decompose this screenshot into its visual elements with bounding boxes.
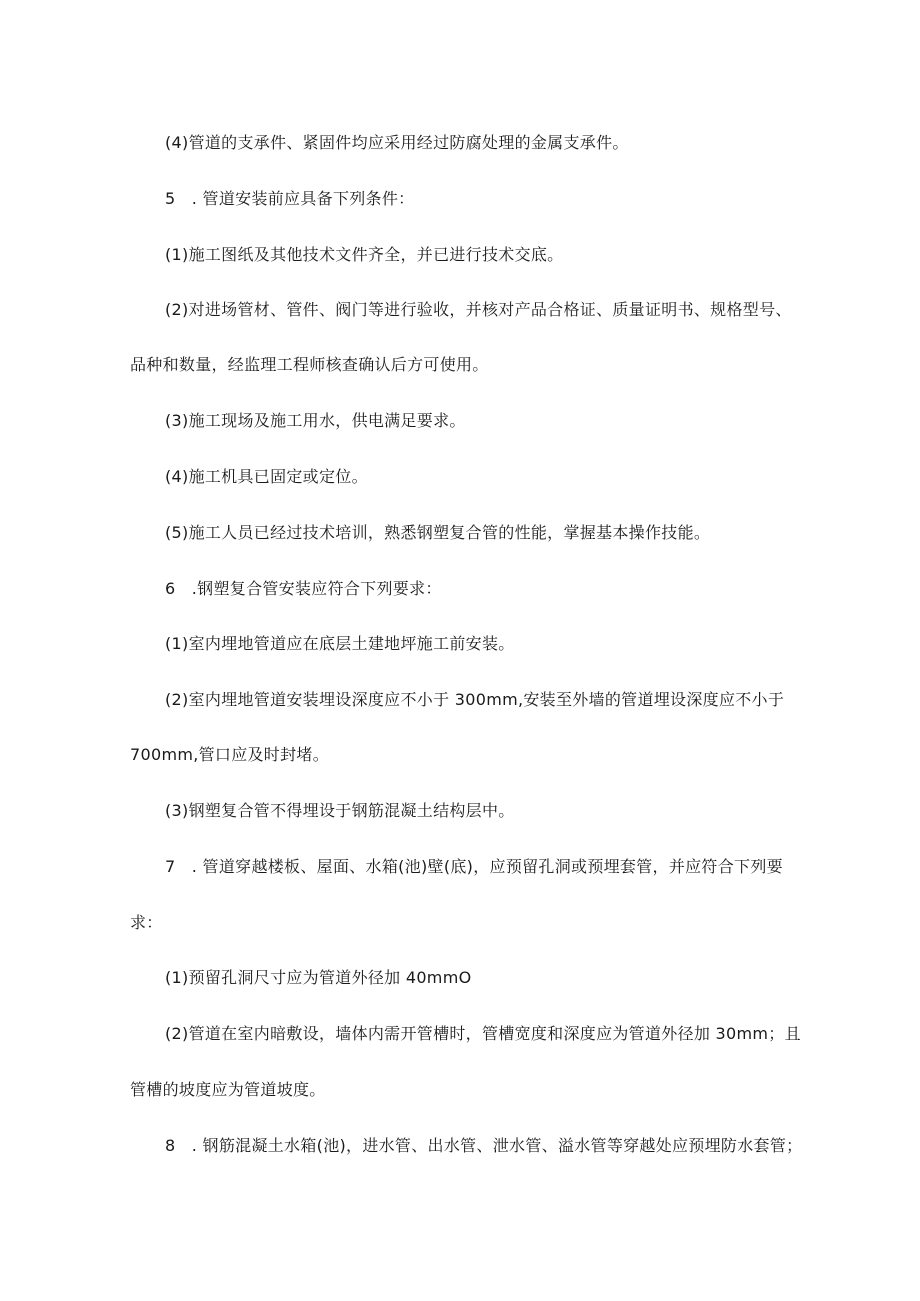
paragraph-continuation: 700mm,管口应及时封堵。 bbox=[130, 745, 329, 764]
paragraph-line: (5)施工人员已经过技术培训，熟悉钢塑复合管的性能，掌握基本操作技能。 bbox=[165, 523, 711, 542]
paragraph-line: (2)管道在室内暗敷设，墙体内需开管槽时，管槽宽度和深度应为管道外径加 30mm；且 bbox=[165, 1024, 801, 1043]
section-heading: 6 .钢塑复合管安装应符合下列要求： bbox=[165, 579, 442, 598]
paragraph-continuation: 求： bbox=[130, 913, 163, 932]
paragraph-line: (4)管道的支承件、紧固件均应采用经过防腐处理的金属支承件。 bbox=[165, 133, 629, 152]
section-heading: 5 . 管道安装前应具备下列条件： bbox=[165, 189, 415, 208]
paragraph-line: (2)室内埋地管道安装埋设深度应不小于 300mm,安装至外墙的管道埋设深度应不小于 bbox=[165, 690, 785, 709]
paragraph-line: (4)施工机具已固定或定位。 bbox=[165, 467, 368, 486]
paragraph-line: (1)室内埋地管道应在底层土建地坪施工前安装。 bbox=[165, 634, 515, 653]
paragraph-continuation: 品种和数量，经监理工程师核查确认后方可使用。 bbox=[130, 355, 489, 374]
paragraph-line: (3)施工现场及施工用水，供电满足要求。 bbox=[165, 411, 466, 430]
paragraph-continuation: 管槽的坡度应为管道坡度。 bbox=[130, 1080, 326, 1099]
paragraph-line: (2)对进场管材、管件、阀门等进行验收，并核对产品合格证、质量证明书、规格型号、 bbox=[165, 300, 792, 319]
section-heading: 7 . 管道穿越楼板、屋面、水箱(池)壁(底)，应预留孔洞或预埋套管，并应符合下列要 bbox=[165, 857, 783, 876]
paragraph-line: (3)钢塑复合管不得埋设于钢筋混凝土结构层中。 bbox=[165, 801, 515, 820]
section-heading: 8 . 钢筋混凝土水箱(池)，进水管、出水管、泄水管、溢水管等穿越处应预埋防水套管； bbox=[165, 1136, 803, 1155]
paragraph-line: (1)施工图纸及其他技术文件齐全，并已进行技术交底。 bbox=[165, 245, 564, 264]
paragraph-line: (1)预留孔洞尺寸应为管道外径加 40mmO bbox=[165, 968, 472, 987]
